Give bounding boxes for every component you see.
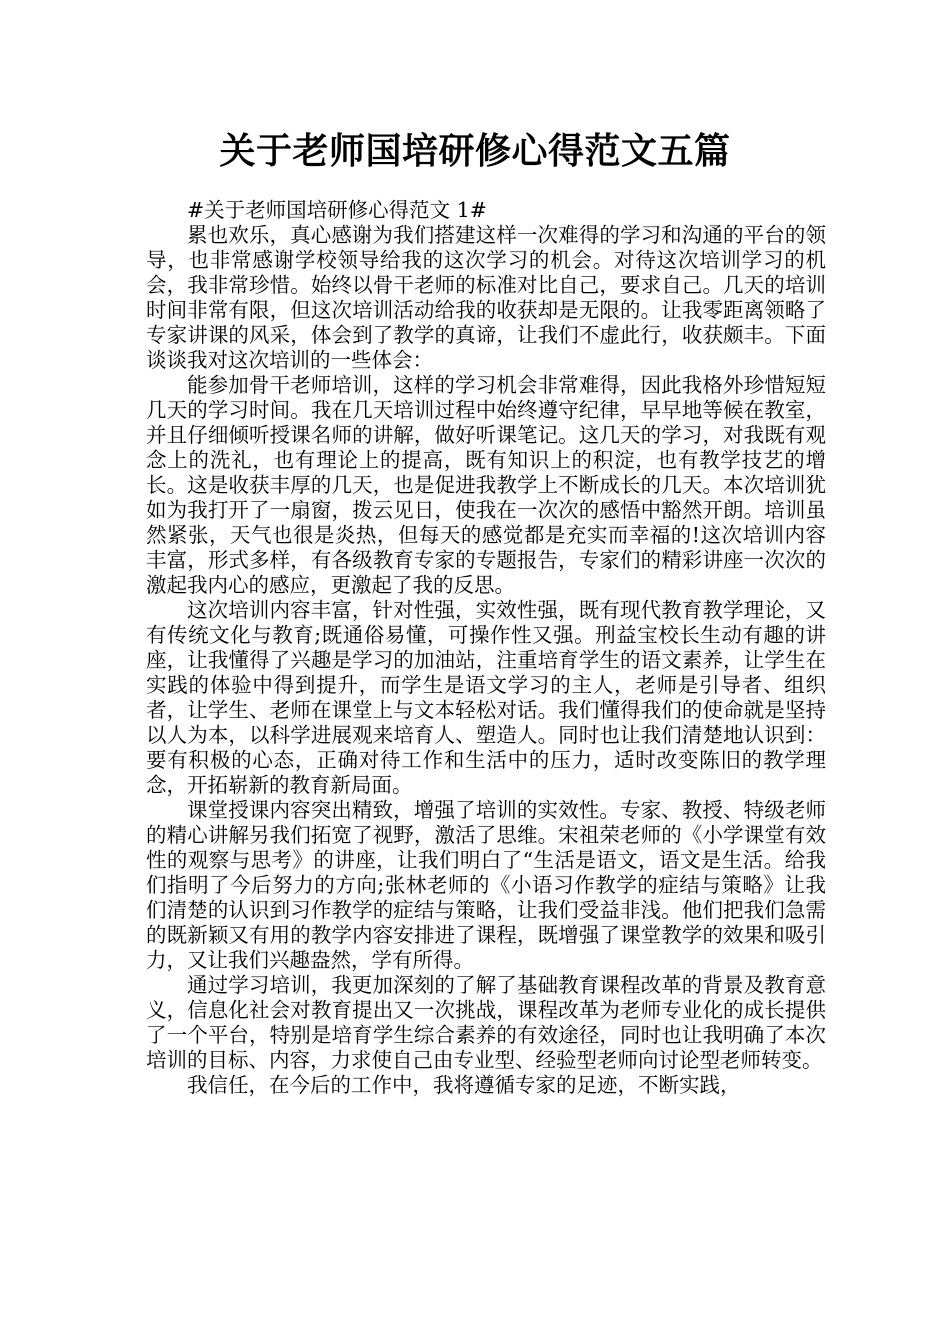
section-heading: #关于老师国培研修心得范文 1# bbox=[187, 198, 487, 222]
paragraph: 课堂授课内容突出精致，增强了培训的实效性。专家、教授、特级老师的精心讲解另我们拓宽了视野，激活了思维。宋祖荣老师的《小学课堂有效性的观察与思考》的讲座，让我们明白了“生活是语文，语文是生活。给我们指明了今后努力的方向;张林老师的《小语习作教学的症结与策略》让我们清楚的认识到习作教学的症结与策略，让我们受益非浅。他们把我们急需的既新颖又有用的教学内容安排进了课程，既增强了课堂教学的效果和吸引力，又让我们兴趣盎然，学有所得。 bbox=[146, 798, 826, 972]
paragraph: 通过学习培训，我更加深刻的了解了基础教育课程改革的背景及教育意义，信息化社会对教育提出又一次挑战，课程改革为老师专业化的成长提供了一个平台，特别是培育学生综合素养的有效途径，同时也让我明确了本次培训的目标、内容，力求使自己由专业型、经验型老师向讨论型老师转变。 bbox=[146, 973, 826, 1072]
paragraph: 这次培训内容丰富，针对性强，实效性强，既有现代教育教学理论，又有传统文化与教育;既通俗易懂，可操作性又强。刑益宝校长生动有趣的讲座，让我懂得了兴趣是学习的加油站，注重培育学生的语文素养，让学生在实践的体验中得到提升，而学生是语文学习的主人，老师是引导者、组织者，让学生、老师在课堂上与文本轻松对话。我们懂得我们的使命就是坚持以人为本，以科学进展观来培育人、塑造人。同时也让我们清楚地认识到：要有积极的心态，正确对待工作和生活中的压力，适时改变陈旧的教学理念，开拓崭新的教育新局面。 bbox=[146, 598, 826, 797]
document-title: 关于老师国培研修心得范文五篇 bbox=[219, 131, 731, 172]
paragraph: 我信任，在今后的工作中，我将遵循专家的足迹，不断实践， bbox=[187, 1073, 741, 1097]
document-body bbox=[146, 198, 826, 1098]
paragraph: 能参加骨干老师培训，这样的学习机会非常难得，因此我格外珍惜短短几天的学习时间。我在几天培训过程中始终遵守纪律，早早地等候在教室，并且仔细倾听授课名师的讲解，做好听课笔记。这几天的学习，对我既有观念上的洗礼，也有理论上的提高，既有知识上的积淀，也有教学技艺的增长。这是收获丰厚的几天，也是促进我教学上不断成长的几天。本次培训犹如为我打开了一扇窗，拨云见日，使我在一次次的感悟中豁然开朗。培训虽然紧张，天气也很是炎热，但每天的感觉都是充实而幸福的!这次培训内容丰富，形式多样，有各级教育专家的专题报告，专家们的精彩讲座一次次的激起我内心的感应，更激起了我的反思。 bbox=[146, 373, 826, 597]
paragraph: 累也欢乐，真心感谢为我们搭建这样一次难得的学习和沟通的平台的领导，也非常感谢学校领导给我的这次学习的机会。对待这次培训学习的机会，我非常珍惜。始终以骨干老师的标准对比自己，要求自己。几天的培训时间非常有限，但这次培训活动给我的收获却是无限的。让我零距离领略了专家讲课的风采，体会到了教学的真谛，让我们不虚此行，收获颇丰。下面谈谈我对这次培训的一些体会： bbox=[146, 223, 826, 372]
